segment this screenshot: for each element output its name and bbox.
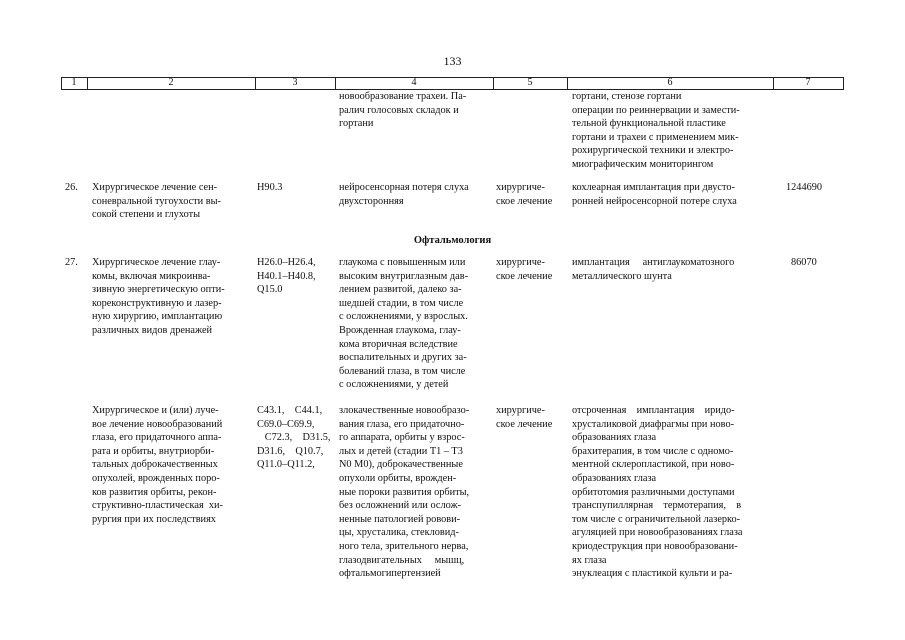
header-col-divider (843, 77, 844, 89)
row28-method: отсроченная имплантация иридо- хрусталиковой диафрагмы при ново- образованиях глаза брахитерапия, в том числе с одномо- ментной склеропластикой, при ново- образованиях глаза орбитотомия различными доступами транспупиллярная термотерапия, в том числе с ограничительной лазерко- агуляцией при новообразованиях глаза криодеструкция при новообразовани- ях глаза энуклеация с пластикой культи и ра- (572, 405, 743, 580)
header-col-5: 5 (527, 77, 533, 88)
cont-method: гортани, стенозе гортани операции по реиннервации и замести- тельной функциональной пластике гортани и трахеи с применением мик- рохирургической техники и электро- миографическим мониторингом (572, 91, 740, 170)
row26-method: кохлеарная имплантация при двусто- ронней нейросенсорной потере слуха (572, 182, 737, 207)
section-heading: Офтальмология (413, 235, 492, 246)
row28-type: хирургиче- ское лечение (496, 405, 553, 430)
row26-cost: 1244690 (786, 182, 823, 193)
row27-name: Хирургическое лечение глау- комы, включая микроинва- зивную энергетическую опти- кореконструктивную и лазер- ную хирургию, имплантацию различных видов дренажей (92, 257, 225, 336)
row26-name: Хирургическое лечение сен- соневральной тугоухости вы- сокой степени и глухоты (92, 182, 221, 221)
row26-model: нейросенсорная потеря слуха двухсторонняя (339, 182, 469, 207)
page-number: 133 (443, 54, 462, 68)
row27-number: 27. (65, 257, 78, 268)
header-col-3: 3 (292, 77, 298, 88)
header-col-2: 2 (168, 77, 174, 88)
header-col-7: 7 (805, 77, 811, 88)
row27-type: хирургиче- ское лечение (496, 257, 553, 282)
cont-model: новообразование трахеи. Па- ралич голосовых складок и гортани (339, 91, 467, 130)
row26-code: H90.3 (257, 182, 283, 193)
row28-model: злокачественные новообразо- вания глаза, его придаточно- го аппарата, орбиты у взрос- лых и детей (стадии T1 – T3 N0 M0), доброкачественные опухоли орбиты, врожден- ные пороки развития орбиты, без осложнений или ослож- ненные патологией ровови- цы, хрусталика, стекловид- ного тела, зрительного нерва, глазодвигательных мышц, офтальмогипертензией (339, 405, 470, 580)
header-col-4: 4 (411, 77, 417, 88)
row28-name: Хирургическое и (или) луче- вое лечение новообразований глаза, его придаточного аппа- рата и орбиты, внутриорби- тальных доброкачественных опухолей, врожденных поро- ков развития орбиты, рекон- структивно-пластическая хи- рургия при их последствиях (92, 405, 223, 525)
row27-cost: 86070 (791, 257, 817, 268)
row27-code: H26.0–H26.4, H40.1–H40.8, Q15.0 (257, 257, 316, 296)
row27-method: имплантация антиглаукоматозного металлического шунта (572, 257, 735, 282)
row26-number: 26. (65, 182, 78, 193)
row27-model: глаукома с повышенным или высоким внутриглазным дав- лением развитой, далеко за- шедшей стадии, в том числе с осложнениями, у взрослых. Врожденная глаукома, глау- кома вторичная вследствие воспалительных и других за- болеваний глаза, в том числе с осложнениями, у детей (339, 257, 469, 391)
row26-type: хирургиче- ское лечение (496, 182, 553, 207)
header-col-6: 6 (667, 77, 673, 88)
row28-code: C43.1, C44.1, C69.0–C69.9, C72.3, D31.5, D31.6, Q10.7, Q11.0–Q11.2, (257, 405, 331, 471)
header-col-1: 1 (71, 77, 77, 88)
